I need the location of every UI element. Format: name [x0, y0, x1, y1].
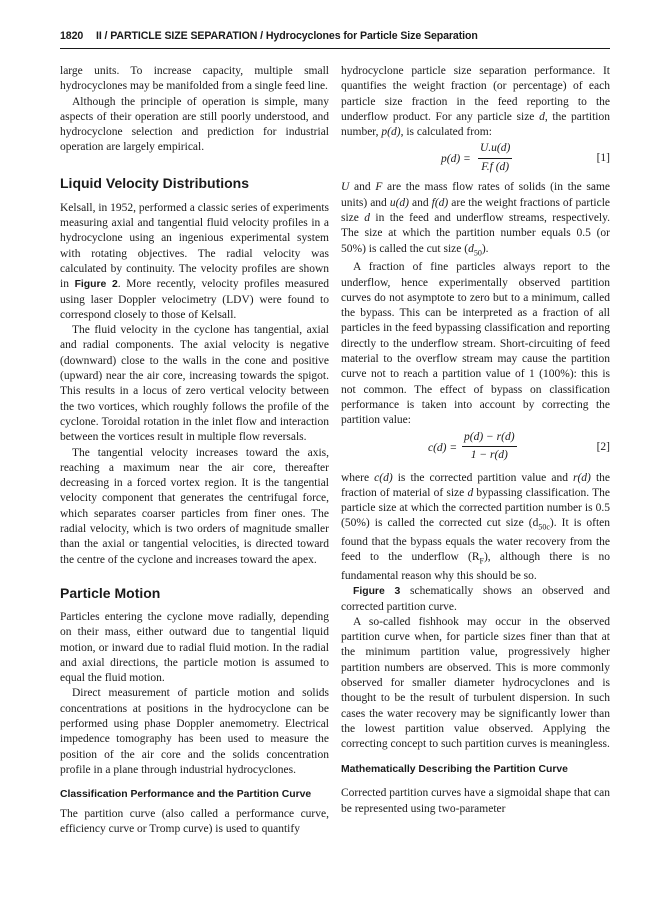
text-run: d	[364, 212, 371, 225]
text-run: hydrocyclone particle size separation performance. It quantifies the weight fraction (or percentage) of each particle size fraction in the feed reporting to the underflow product. For any particle size	[341, 65, 610, 123]
equation-fraction	[478, 141, 512, 175]
text-run: c(d)	[374, 471, 393, 484]
text-run: d	[468, 242, 474, 255]
running-title: II / PARTICLE SIZE SEPARATION / Hydrocyclones for Particle Size Separation	[96, 30, 478, 42]
text-run: 50c	[538, 522, 550, 532]
paragraph	[341, 64, 610, 140]
text-run: d	[539, 110, 545, 123]
text-run: the fraction of material of size	[341, 471, 610, 499]
text-run: F	[375, 181, 383, 194]
paragraph	[341, 584, 610, 615]
text-run: ).	[481, 242, 489, 255]
paragraph	[60, 201, 329, 323]
text-run: . More recently, velocity profiles measured using laser Doppler velocimetry (LDV) were found to correspond closely to those of Kelsall.	[60, 278, 329, 321]
paragraph: The partition curve (also called a performance curve, efficiency curve or Tromp curve) is used to quantify	[60, 808, 329, 836]
text-run: Kelsall, in 1952, performed a classic series of experiments measuring axial and tangential fluid velocity profiles in a hydrocyclone using an ingenious experimental system with rotating objectives. The radial velocity was calculated by continuity. The velocity profiles are shown in	[60, 201, 329, 291]
text-run: U	[341, 181, 350, 194]
paragraph: Particles entering the cyclone move radially, depending on their mass, either outward due to tangential liquid motion, or inward due to radial fluid motion. In the radial and axial directions, the particle motion is assumed to equal the fluid motion.	[60, 610, 329, 685]
text-run: , the partition number,	[341, 110, 610, 139]
section-heading-particle-motion: Particle Motion	[60, 584, 161, 601]
text-run: where	[341, 471, 375, 484]
equation-denominator: 1 − r(d)	[470, 448, 508, 461]
text-run: in the feed and underflow streams, respectively. The size at which the partition number equals 0.5 (or 50%) is called the cut size (	[341, 212, 610, 255]
paragraph: The fluid velocity in the cyclone has tangential, axial and radial components. The axial velocity is negative (downward) close to the walls in the cone and positive (upward) near the air core, increasing towards the spigot. This results in a locus of zero vertical velocity between the two vortices, which roughly follows the profile of the cyclone. Toroidal rotation in the inlet flow and interaction between the vortices result in multiple flow reversals.	[60, 324, 329, 444]
equation-lhs: c(d) =	[428, 441, 458, 454]
header-rule	[60, 48, 610, 49]
paragraph	[341, 471, 610, 585]
equation-numerator: p(d) − r(d)	[462, 430, 517, 447]
text-run: p(d)	[381, 126, 401, 139]
text-run: is the corrected partition value and	[392, 471, 573, 484]
section-heading-liquid-velocity: Liquid Velocity Distributions	[60, 174, 250, 191]
paragraph: The tangential velocity increases toward the axis, reaching a maximum near the air core, thereafter decreasing in a forced vortex region. It is the tangential velocity component that generates the centrifugal force, which separates coarser particles from finer ones. The radial velocity, which is two orders of magnitude smaller than the axial or tangential velocities, is directed toward the centre of the cyclone and increases toward the apex.	[60, 446, 329, 566]
text-run: are the mass flow rates of solids (in the same units) and	[341, 181, 611, 209]
text-run: schematically shows an observed and corrected partition curve.	[341, 585, 610, 613]
figure-3-link[interactable]: Figure 3	[353, 586, 401, 598]
text-run: and	[349, 181, 376, 194]
subsection-heading-classification: Classification Performance and the Partition Curve	[60, 789, 312, 801]
text-run: ). It is often found that the bypass equals the water recovery from the feed to the underflow (R	[341, 517, 610, 564]
equation-denominator: F.f (d)	[481, 160, 510, 173]
equation-1	[341, 140, 610, 180]
equation-number: [2]	[596, 440, 610, 453]
equation-numerator: U.u(d)	[478, 141, 512, 158]
text-run: f(d)	[431, 196, 449, 209]
paragraph: large units. To increase capacity, multiple small hydrocyclones may be manifolded from a single feed line.	[60, 65, 329, 93]
text-run: are the weight fractions of particle size	[341, 196, 610, 225]
text-run: r(d)	[573, 471, 591, 484]
text-run: bypassing classification. The particle size at which the corrected partition number is 0.5 (50%) is called the corrected cut size (d	[341, 486, 611, 530]
text-run: 50	[473, 247, 482, 257]
paragraph: Although the principle of operation is simple, many aspects of their operation are still poorly understood, and hydrocyclone selection and prediction for industrial operation are largely empirical.	[60, 95, 329, 154]
left-column	[60, 64, 329, 838]
right-column	[341, 64, 610, 817]
equation-number: [1]	[596, 152, 610, 165]
page-number: 1820	[60, 30, 84, 42]
paragraph: A so-called fishhook may occur in the observed partition curve when, for particle sizes finer than that at the minimum partition value, progressively higher partition numbers are observed. This is more commonly observed for smaller diameter hydrocyclones and is thought to be the result of turbulent dispersion. In such cases the water recovery may be significantly lower than the lowest partition value observed. Applying the correcting concept to such partition curves is meaningless.	[341, 615, 610, 751]
equation-lhs: p(d) =	[441, 153, 471, 166]
equation-fraction	[462, 430, 517, 464]
text-run: F	[479, 556, 484, 566]
running-header	[60, 30, 610, 44]
text-run: , is calculated from:	[400, 126, 492, 139]
paragraph	[341, 180, 610, 260]
text-run: d	[467, 486, 474, 499]
text-run: ), although there is no fundamental reason why this should be so.	[341, 551, 611, 582]
figure-2-link[interactable]: Figure 2	[74, 279, 118, 291]
paragraph: Direct measurement of particle motion and solids concentrations at positions in the hydrocyclone can be performed using phase Doppler anemometry. Electrical impedence tomography has been used to measure the position of the air core and the solids concentration profile in a plane through industrial hydrocyclones.	[60, 687, 329, 776]
equation-2	[341, 429, 610, 471]
subsection-heading-math: Mathematically Describing the Partition Curve	[341, 764, 568, 776]
paragraph: A fraction of fine particles always report to the underflow, hence experimentally observed partition curves do not asymptote to zero but to a minimum, called the bypass. This can be interpreted as a fraction of all particles in the feed bypassing classification and reporting directly to the underflow stream. Short-circuiting of feed material to the overflow stream may cause the partition curve not to reach a partition value of 1 (100%): this is not common. The effect of bypass on classification performance is taken into account by correcting the partition value:	[341, 261, 610, 427]
paragraph: Corrected partition curves have a sigmoidal shape that can be represented using two-parameter	[341, 787, 610, 815]
text-run: u(d)	[389, 196, 409, 209]
text-run: and	[409, 196, 432, 209]
